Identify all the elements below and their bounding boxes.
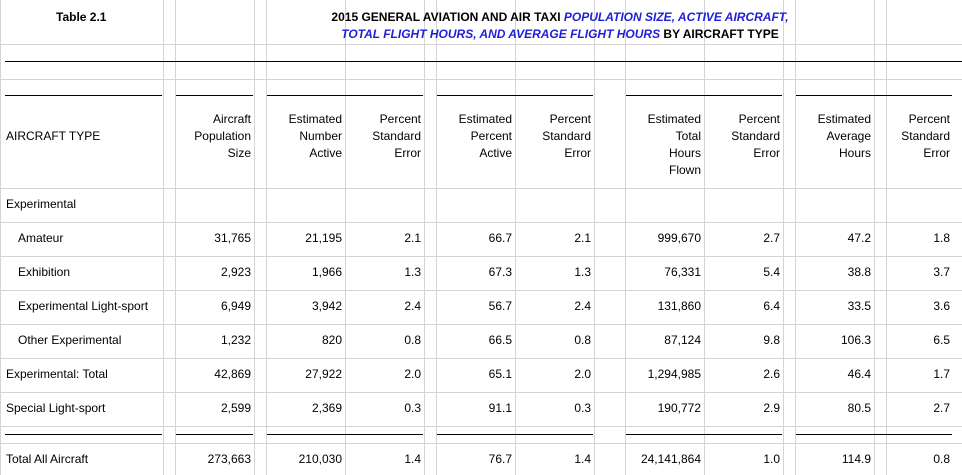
header-line: Total [675,129,701,143]
row-label: Experimental Light-sport [18,299,149,313]
cell-pop: 2,923 [220,265,251,279]
header-line: Flown [668,163,701,177]
header-hours-error [704,111,780,162]
header-rule [796,95,952,96]
header-line: Active [309,146,342,160]
grid-line [0,79,962,80]
cell-avg-err: 1.8 [933,231,950,245]
cell-avg: 38.8 [847,265,871,279]
total-rule [437,434,593,435]
total-rule [626,434,782,435]
cell-avg-err: 6.5 [933,333,950,347]
cell-pct-active: 65.1 [488,367,512,381]
grid-line [594,0,595,475]
cell-pct-active: 76.7 [488,452,512,466]
cell-active: 27,922 [305,367,342,381]
header-line: Number [299,129,342,143]
header-number-active [266,111,342,162]
cell-hours-err: 2.6 [763,367,780,381]
cell-avg: 46.4 [847,367,871,381]
cell-pct-active: 66.5 [488,333,512,347]
cell-pct-active: 91.1 [488,401,512,415]
grid-line [424,0,425,475]
cell-pct-active-err: 2.4 [574,299,591,313]
header-line: Percent [379,112,421,126]
cell-active: 2,369 [311,401,342,415]
header-rule [5,61,962,62]
header-total-hours [625,111,701,179]
header-line: Standard [901,129,950,143]
title-part: 2015 GENERAL AVIATION AND AIR TAXI [331,10,564,24]
cell-avg-err: 1.7 [933,367,950,381]
cell-active: 21,195 [305,231,342,245]
cell-avg-err: 2.7 [933,401,950,415]
grid-line [0,0,1,475]
header-percent-active-error [515,111,591,162]
header-line: Error [564,146,591,160]
cell-hours-err: 2.9 [763,401,780,415]
cell-pct-active-err: 0.3 [574,401,591,415]
header-rule [5,95,162,96]
header-line: Active [479,146,512,160]
header-line: Percent [470,129,512,143]
header-line: Error [394,146,421,160]
cell-pop: 1,232 [220,333,251,347]
header-rule [267,95,423,96]
header-population-size [175,111,251,162]
header-average-error [874,111,950,162]
title-part: BY AIRCRAFT TYPE [660,27,779,41]
cell-avg: 33.5 [847,299,871,313]
cell-pop: 42,869 [214,367,251,381]
header-line: Hours [838,146,871,160]
cell-hours: 131,860 [657,299,701,313]
cell-hours: 999,670 [657,231,701,245]
cell-hours-err: 2.7 [763,231,780,245]
section-label-experimental: Experimental [6,197,77,211]
title-highlight: POPULATION SIZE, ACTIVE AIRCRAFT, [563,10,789,24]
header-line: Estimated [458,112,512,126]
cell-hours-err: 5.4 [763,265,780,279]
total-rule [796,434,952,435]
grid-line [0,392,962,393]
cell-pct-active-err: 2.0 [574,367,591,381]
grid-line [0,324,962,325]
cell-avg: 80.5 [847,401,871,415]
cell-pop: 273,663 [207,452,251,466]
grid-line [163,0,164,475]
total-rule [176,434,253,435]
row-label: Amateur [18,231,64,245]
grid-line [254,0,255,475]
grid-line [0,443,962,444]
grid-line [0,188,962,189]
cell-pct-active: 67.3 [488,265,512,279]
header-line: Percent [549,112,591,126]
cell-avg: 114.9 [841,452,871,466]
header-line: Size [227,146,251,160]
header-line: Percent [908,112,950,126]
cell-hours-err: 9.8 [763,333,780,347]
row-label: Total All Aircraft [6,452,89,466]
cell-active-err: 2.4 [404,299,421,313]
grid-line [0,290,962,291]
grid-line [0,44,962,45]
title-highlight: TOTAL FLIGHT HOURS, AND AVERAGE FLIGHT HOURS [341,27,661,41]
row-label: Experimental: Total [6,367,108,381]
cell-hours-err: 1.0 [763,452,780,466]
cell-active: 3,942 [311,299,342,313]
header-line: Error [753,146,780,160]
header-line: Standard [372,129,421,143]
cell-pop: 31,765 [214,231,251,245]
row-label: Exhibition [18,265,71,279]
grid-line [0,222,962,223]
cell-pct-active: 56.7 [488,299,512,313]
header-rule [176,95,253,96]
header-line: Estimated [817,112,871,126]
header-rule [626,95,782,96]
cell-hours: 76,331 [664,265,701,279]
header-line: Population [194,129,251,143]
header-line: Aircraft [212,112,251,126]
header-average-hours [795,111,871,162]
cell-active: 820 [321,333,342,347]
row-label: Other Experimental [18,333,122,347]
total-rule [267,434,423,435]
cell-pct-active-err: 0.8 [574,333,591,347]
header-line: Standard [542,129,591,143]
cell-active-err: 2.0 [404,367,421,381]
table-id: Table 2.1 [56,10,107,24]
header-aircraft-type: AIRCRAFT TYPE [6,129,101,143]
cell-pct-active-err: 1.3 [574,265,591,279]
cell-avg: 106.3 [840,333,871,347]
cell-avg-err: 3.7 [933,265,950,279]
cell-hours: 190,772 [657,401,701,415]
header-rule [437,95,593,96]
grid-line [0,358,962,359]
row-label: Special Light-sport [6,401,106,415]
total-rule [5,434,162,435]
cell-avg-err: 3.6 [933,299,950,313]
header-line: Standard [731,129,780,143]
table-title [250,9,870,43]
header-line: Percent [738,112,780,126]
grid-line [783,0,784,475]
grid-line [0,256,962,257]
cell-avg: 47.2 [847,231,871,245]
cell-hours: 1,294,985 [647,367,701,381]
header-line: Estimated [288,112,342,126]
cell-active-err: 0.8 [404,333,421,347]
cell-active-err: 1.3 [404,265,421,279]
header-percent-active [436,111,512,162]
cell-active-err: 1.4 [404,452,421,466]
cell-pop: 6,949 [220,299,251,313]
header-line: Average [826,129,871,143]
cell-active: 1,966 [311,265,342,279]
cell-active-err: 0.3 [404,401,421,415]
grid-line [0,426,962,427]
cell-pct-active: 66.7 [488,231,512,245]
header-line: Error [923,146,950,160]
cell-hours: 24,141,864 [640,452,701,466]
cell-hours: 87,124 [664,333,701,347]
header-active-error [345,111,421,162]
cell-hours-err: 6.4 [763,299,780,313]
cell-pct-active-err: 1.4 [574,452,591,466]
cell-active-err: 2.1 [404,231,421,245]
header-line: Hours [668,146,701,160]
cell-pct-active-err: 2.1 [574,231,591,245]
cell-avg-err: 0.8 [933,452,950,466]
cell-pop: 2,599 [220,401,251,415]
header-line: Estimated [647,112,701,126]
cell-active: 210,030 [298,452,342,466]
